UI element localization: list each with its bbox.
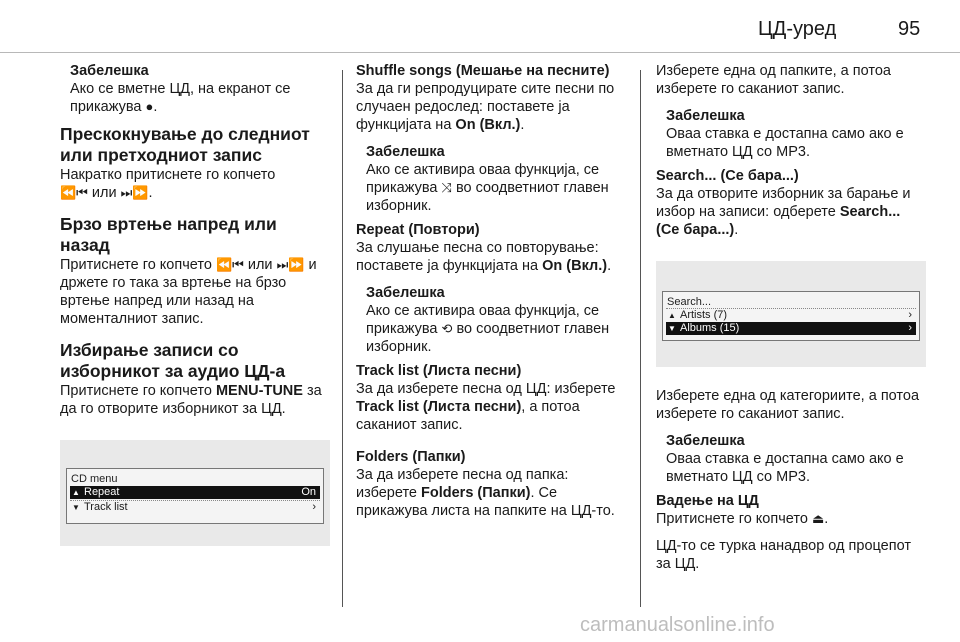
page-number: 95 <box>898 18 921 40</box>
watermark: carmanualsonline.info <box>580 614 775 636</box>
track-list-title: Track list (Листа песни) <box>356 363 522 379</box>
chevron-right-icon: › <box>908 322 912 334</box>
note-shuffle: Забелешка Ако се активира оваа функција, се прикажува ⤨ во соодветниот главен изборник. <box>366 144 609 214</box>
running-header-title: ЦД-уред <box>758 18 837 40</box>
shuffle-text: За да ги репродуцирате сите песни по случаен редослед: поставете ја функцијата на On (Вкл.). <box>356 81 615 133</box>
search-title: Search... (Се бара...) <box>656 168 799 184</box>
up-arrow-icon: ▲ <box>72 488 80 497</box>
eject-text: ЦД-то се турка нанадвор од процепот за ЦД. <box>656 538 911 572</box>
cd-menu-panel <box>66 468 324 524</box>
disc-icon: ● <box>145 99 154 114</box>
repeat-title: Repeat (Повтори) <box>356 222 480 238</box>
cd-menu-screenshot <box>60 440 330 546</box>
menu-row-albums[interactable]: ▼ Albums (15) › <box>666 322 916 335</box>
search-menu-screenshot <box>656 261 926 367</box>
shuffle-icon: ⤨ <box>441 180 452 195</box>
repeat-text: За слушање песна со повторување: поставете ја функцијата на On (Вкл.). <box>356 240 612 274</box>
menu-row-repeat[interactable]: ▲ Repeat On <box>70 486 320 499</box>
down-arrow-icon: ▼ <box>668 324 676 333</box>
section-cd-menu-text: Притиснете го копчето MENU-TUNE за да го отворите изборникот за ЦД. <box>60 383 322 417</box>
skip-forward-icon: ⏭⏩ <box>120 185 149 200</box>
folder-select-text: Изберете една од папките, а потоа изберете го саканиот запис. <box>656 63 891 97</box>
note-mp3-1: Забелешка Оваа ставка е достапна само ако е вметнато ЦД со MP3. <box>666 108 904 160</box>
rewind-icon: ⏪⏮ <box>215 257 244 272</box>
section-fast-wind-title: Брзо вртење напред или назад <box>60 214 277 255</box>
down-arrow-icon: ▼ <box>72 503 80 512</box>
section-cd-menu-title: Избирање записи со изборникот за аудио ЦД-а <box>60 340 286 381</box>
header-rule <box>0 52 960 53</box>
folders-text: За да изберете песна од папка: изберете Folders (Папки). Се прикажува листа на папките на ЦД-то. <box>356 467 615 519</box>
column-divider-1 <box>342 70 343 607</box>
column-3 <box>656 62 926 573</box>
section-fast-wind-text: Притиснете го копчето ⏪⏮ или ⏭⏩ и држете го така за вртење на брзо вртење напред или назад на моменталниот запис. <box>60 257 317 327</box>
eject-icon: ⏏ <box>811 511 825 526</box>
column-2 <box>356 62 632 520</box>
chevron-right-icon: › <box>908 309 912 321</box>
eject-title: Вадење на ЦД <box>656 493 759 509</box>
menu-row-track-list[interactable]: ▼ Track list › <box>70 500 320 514</box>
search-menu-title: Search... <box>667 296 712 308</box>
column-divider-2 <box>640 70 641 607</box>
search-menu-panel <box>662 291 920 341</box>
cd-menu-title: CD menu <box>71 473 118 485</box>
search-text: За да отворите изборник за барање и избор на записи: одберете Search... (Се бара...). <box>656 186 911 238</box>
eject-instruction: Притиснете го копчето ⏏. <box>656 511 829 527</box>
section-skip-track-text: Накратко притиснете го копчето ⏪⏮ или ⏭⏩. <box>60 167 276 201</box>
repeat-icon: ⟲ <box>441 321 453 336</box>
track-list-text: За да изберете песна од ЦД: изберете Track list (Листа песни), а потоа саканиот запис. <box>356 381 616 433</box>
shuffle-title: Shuffle songs (Мешање на песните) <box>356 63 610 79</box>
note-repeat: Забелешка Ако се активира оваа функција, се прикажува ⟲ во соодветниот главен изборник. <box>366 285 610 355</box>
chevron-right-icon: › <box>312 501 316 513</box>
skip-back-icon: ⏪⏮ <box>60 185 88 200</box>
note-mp3-2: Забелешка Оваа ставка е достапна само ако е вметнато ЦД со MP3. <box>666 433 904 485</box>
fast-forward-icon: ⏭⏩ <box>276 257 305 272</box>
section-skip-track-title: Прескокнување до следниот или претходниот запис <box>60 124 310 165</box>
folders-title: Folders (Папки) <box>356 449 466 465</box>
up-arrow-icon: ▲ <box>668 311 676 320</box>
note-cd-inserted: Забелешка Ако се вметне ЦД, на екранот се прикажува ●. <box>70 63 291 115</box>
column-1 <box>60 62 330 558</box>
menu-row-artists[interactable]: ▲ Artists (7) › <box>666 308 916 322</box>
category-select-text: Изберете една од категориите, а потоа изберете го саканиот запис. <box>656 388 920 422</box>
